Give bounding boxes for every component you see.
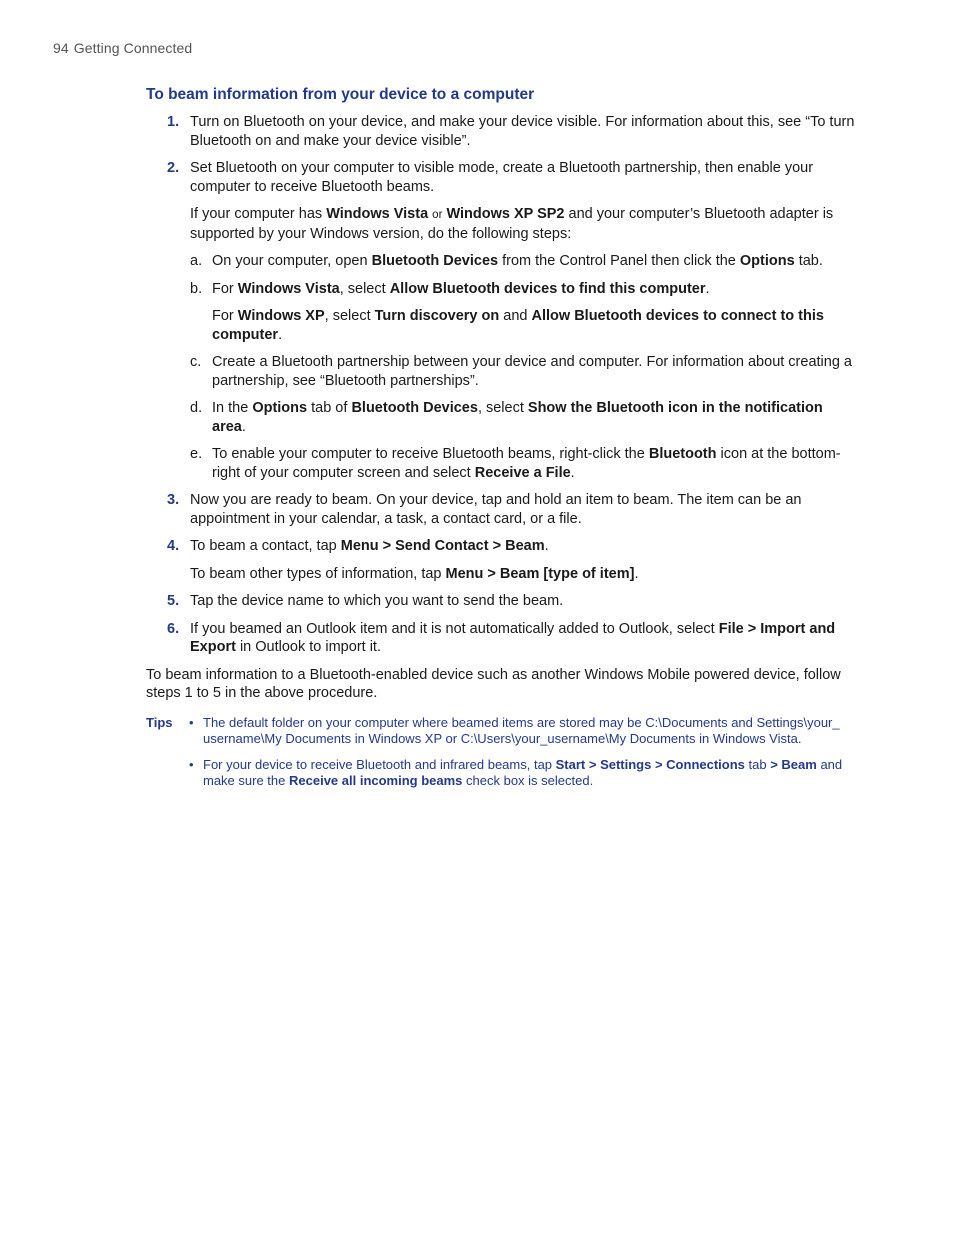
step-number: 4. [167, 538, 180, 554]
text-run: For [212, 280, 238, 297]
substep-label: d. [190, 400, 203, 416]
closing-paragraph: To beam information to a Bluetooth-enabled device such as another Windows Mobile powered device, follow steps 1 to 5 in the above procedure. [146, 666, 841, 701]
text-run: , select [324, 308, 375, 324]
bold-term: Show the Bluetooth icon in the notification area [212, 400, 823, 435]
text-run: tab. [794, 253, 823, 269]
bold-term: File > Import and Export [190, 620, 836, 655]
substep-label: a. [190, 253, 203, 269]
text-run: . [705, 280, 710, 297]
step-number: 1. [167, 114, 180, 130]
step-text: Now you are ready to beam. On your device, tap and hold an item to beam. The item can be an appointment in your calendar, a task, a contact card, or a file. [190, 492, 802, 527]
step-number: 3. [167, 492, 180, 508]
page-number: 94 [53, 40, 69, 56]
text-run: . [634, 565, 639, 582]
text-run: If you beamed an Outlook item and it is not automatically added to Outlook, select [190, 620, 719, 637]
step-3 [146, 491, 858, 528]
text-run: tab of [307, 400, 352, 416]
bold-term: Menu > Send Contact > Beam [340, 538, 545, 554]
text-run: In the [212, 400, 253, 416]
text-run: and your computer’s Bluetooth adapter is supported by your Windows version, do the following steps: [190, 206, 834, 242]
bold-term: > Beam [770, 756, 817, 772]
bold-term: Options [739, 253, 795, 269]
text-run: . [241, 418, 246, 435]
step-text [190, 537, 858, 556]
bold-term: Bluetooth Devices [351, 400, 478, 416]
step-6 [146, 620, 858, 657]
substep-text-xp [212, 307, 858, 344]
page-header [53, 40, 192, 56]
substep-text [212, 280, 858, 299]
step-text [190, 620, 858, 657]
text-run: and make sure the [203, 756, 843, 788]
substep-d [190, 399, 858, 436]
substep-e [190, 445, 858, 482]
bold-term: Windows Vista [237, 280, 340, 297]
text-run: , select [477, 400, 528, 416]
tips-label: Tips [146, 714, 173, 730]
text-run: or [432, 209, 443, 221]
step-5 [146, 592, 858, 611]
bold-term: Receive a File [474, 464, 571, 481]
bold-term: Options [252, 400, 308, 416]
substep-a [190, 252, 858, 271]
substep-label: b. [190, 280, 203, 297]
bold-term: Windows Vista [326, 206, 429, 222]
section-title: Getting Connected [73, 40, 193, 56]
section-heading: To beam information from your device to a computer [146, 86, 535, 103]
bold-term: Start > Settings > Connections [555, 756, 745, 772]
text-run: and [499, 308, 532, 324]
main-content [146, 86, 858, 799]
step-text: Set Bluetooth on your computer to visible mode, create a Bluetooth partnership, then enable your computer to receive Bluetooth beams. [190, 160, 814, 195]
bold-term: Bluetooth Devices [371, 253, 499, 269]
step-text: Tap the device name to which you want to send the beam. [190, 593, 564, 609]
text-run: icon at the bottom-right of your computer screen and select [212, 446, 841, 481]
text-run: To beam other types of information, tap [190, 565, 446, 582]
text-run: To beam a contact, tap [190, 538, 341, 554]
text-run: . [570, 464, 575, 481]
tips-box [146, 715, 858, 790]
bold-term: Receive all incoming beams [289, 773, 463, 788]
text-run: If your computer has [190, 206, 327, 222]
tip-item [146, 757, 858, 790]
substep-text [212, 399, 858, 436]
bold-term: Bluetooth [648, 446, 717, 462]
bullet-icon: • [189, 714, 194, 730]
text-run: in Outlook to import it. [235, 639, 381, 655]
step-text-other [190, 565, 858, 584]
substep-text [212, 252, 858, 271]
step-2 [146, 159, 858, 482]
step-number: 6. [167, 620, 180, 637]
bold-term: Menu > Beam [type of item] [445, 565, 635, 582]
text-run: . [544, 538, 549, 554]
tip-item [146, 715, 858, 748]
step-number: 5. [167, 593, 180, 609]
bold-term: Allow Bluetooth devices to connect to this computer [212, 308, 824, 343]
text-run: On your computer, open [212, 253, 372, 269]
tip-text: The default folder on your computer where beamed items are stored may be C:\Documents and Settings\your_ username\My Documents in Windows XP or C:\Users\your_username\My Documents in Windows Vista. [203, 714, 840, 746]
bold-term: Turn discovery on [374, 308, 500, 324]
text-run: . [278, 326, 283, 343]
substep-c [190, 353, 858, 390]
substep-label: c. [190, 354, 202, 370]
text-run: tab [744, 756, 771, 772]
text-run: check box is selected. [462, 773, 594, 788]
step-number: 2. [167, 160, 180, 176]
step-4 [146, 537, 858, 583]
substep-b [190, 280, 858, 345]
bullet-icon: • [189, 756, 194, 772]
tip-text [203, 757, 858, 790]
substep-label: e. [190, 446, 203, 462]
text-run: To enable your computer to receive Bluetooth beams, right-click the [212, 446, 649, 462]
bold-term: Allow Bluetooth devices to find this computer [389, 280, 706, 297]
substep-text: Create a Bluetooth partnership between your device and computer. For information about creating a partnership, see “Bluetooth partnerships”. [212, 354, 852, 389]
text-run: For [212, 308, 238, 324]
step-paragraph [190, 205, 858, 243]
bold-term: Windows XP [237, 308, 325, 324]
text-run: , select [339, 280, 390, 297]
text-run: For your device to receive Bluetooth and infrared beams, tap [203, 756, 556, 772]
step-1 [146, 113, 858, 150]
substep-text [212, 445, 858, 482]
text-run: from the Control Panel then click the [498, 253, 740, 269]
step-text: Turn on Bluetooth on your device, and make your device visible. For information about this, see “To turn Bluetooth on and make your device visible”. [190, 114, 855, 149]
bold-term: Windows XP SP2 [446, 206, 565, 222]
